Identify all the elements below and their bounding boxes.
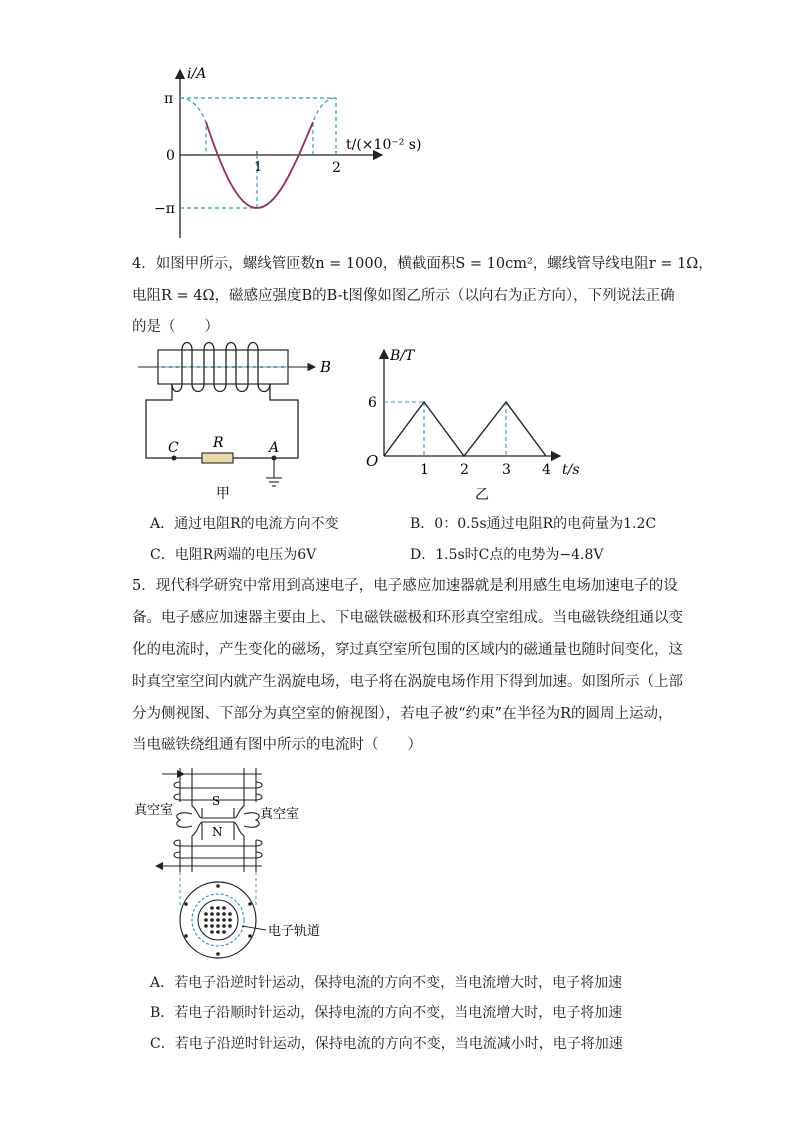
field-dots [184, 884, 252, 956]
label-electron-orbit: 电子轨道 [268, 924, 321, 939]
label-b: B [320, 358, 332, 376]
b-t-xlabel: t/s [562, 462, 580, 478]
b-t-xtick-3: 3 [502, 462, 511, 478]
q4-line-1: 4．如图甲所示，螺线管匝数n = 1000，横截面积S = 10cm²，螺线管导线电阻r = 1Ω， [132, 256, 713, 272]
q4-option-a[interactable]: A．通过电阻R的电流方向不变 [150, 516, 339, 532]
node-c [172, 456, 177, 461]
x-axis-label: t/(×10⁻² s) [346, 137, 422, 153]
label-c: C [168, 440, 179, 456]
q5-line-2: 备。电子感应加速器主要由上、下电磁铁磁极和环形真空室组成。当电磁铁绕组通以变 [132, 610, 683, 626]
current-time-graph [150, 62, 440, 242]
solenoid-circuit-figure [130, 340, 350, 505]
label-s: S [212, 794, 221, 808]
b-t-ylabel: B/T [390, 348, 415, 364]
q4-option-b[interactable]: B．0：0.5s通过电阻R的电荷量为1.2C [410, 516, 657, 532]
q5-line-5: 分为侧视图、下部分为真空室的俯视图），若电子被“约束”在半径为R的圆周上运动， [132, 706, 673, 722]
q4-line-3: 的是（ ） [132, 319, 219, 335]
b-t-xtick-4: 4 [542, 462, 551, 478]
q5-line-6: 当电磁铁绕组通有图中所示的电流时（ ） [132, 737, 422, 753]
q4-line-2: 电阻R = 4Ω，磁感应强度B的B-t图像如图乙所示（以向右为正方向），下列说法正确 [132, 288, 675, 304]
b-t-ytick: 6 [368, 395, 377, 411]
b-t-origin: O [366, 452, 379, 470]
label-vacuum-left: 真空室 [134, 803, 174, 818]
label-vacuum-right: 真空室 [260, 807, 300, 822]
q5-option-c[interactable]: C．若电子沿逆时针运动，保持电流的方向不变，当电流减小时，电子将加速 [150, 1036, 623, 1052]
ground-symbol [266, 458, 282, 486]
b-t-graph [360, 342, 600, 507]
y-axis-label: i/A [187, 66, 207, 82]
q4-option-c[interactable]: C．电阻R两端的电压为6V [150, 547, 317, 563]
q4-option-d[interactable]: D．1.5s时C点的电势为−4.8V [410, 547, 604, 563]
q5-line-4: 时真空室空间内就产生涡旋电场，电子将在涡旋电场作用下得到加速。如图所示（上部 [132, 674, 683, 690]
q5-option-b[interactable]: B．若电子沿顺时针运动，保持电流的方向不变，当电流增大时，电子将加速 [150, 1005, 623, 1021]
x-tick-1: 1 [254, 160, 263, 175]
figure-a-caption: 甲 [216, 486, 230, 502]
b-t-xtick-1: 1 [420, 462, 429, 478]
label-a: A [269, 440, 280, 456]
label-n: N [212, 825, 223, 839]
origin-label: 0 [166, 148, 175, 164]
q5-line-3: 化的电流时，产生变化的磁场，穿过真空室所包围的区域内的磁通量也随时间变化，这 [132, 642, 683, 658]
resistor-r [202, 453, 233, 463]
b-t-xtick-2: 2 [460, 462, 469, 478]
label-r: R [213, 435, 224, 451]
q5-option-a[interactable]: A．若电子沿逆时针运动，保持电流的方向不变，当电流增大时，电子将加速 [150, 975, 623, 991]
b-t-curve [384, 402, 546, 456]
x-tick-2: 2 [332, 160, 341, 176]
y-bottom-label: −π [154, 201, 175, 217]
y-top-label: π [164, 91, 174, 107]
figure-b-caption: 乙 [475, 487, 489, 503]
q5-line-1: 5．现代科学研究中常用到高速电子，电子感应加速器就是利用感生电场加速电子的设 [132, 578, 678, 594]
betatron-figure [132, 760, 362, 970]
